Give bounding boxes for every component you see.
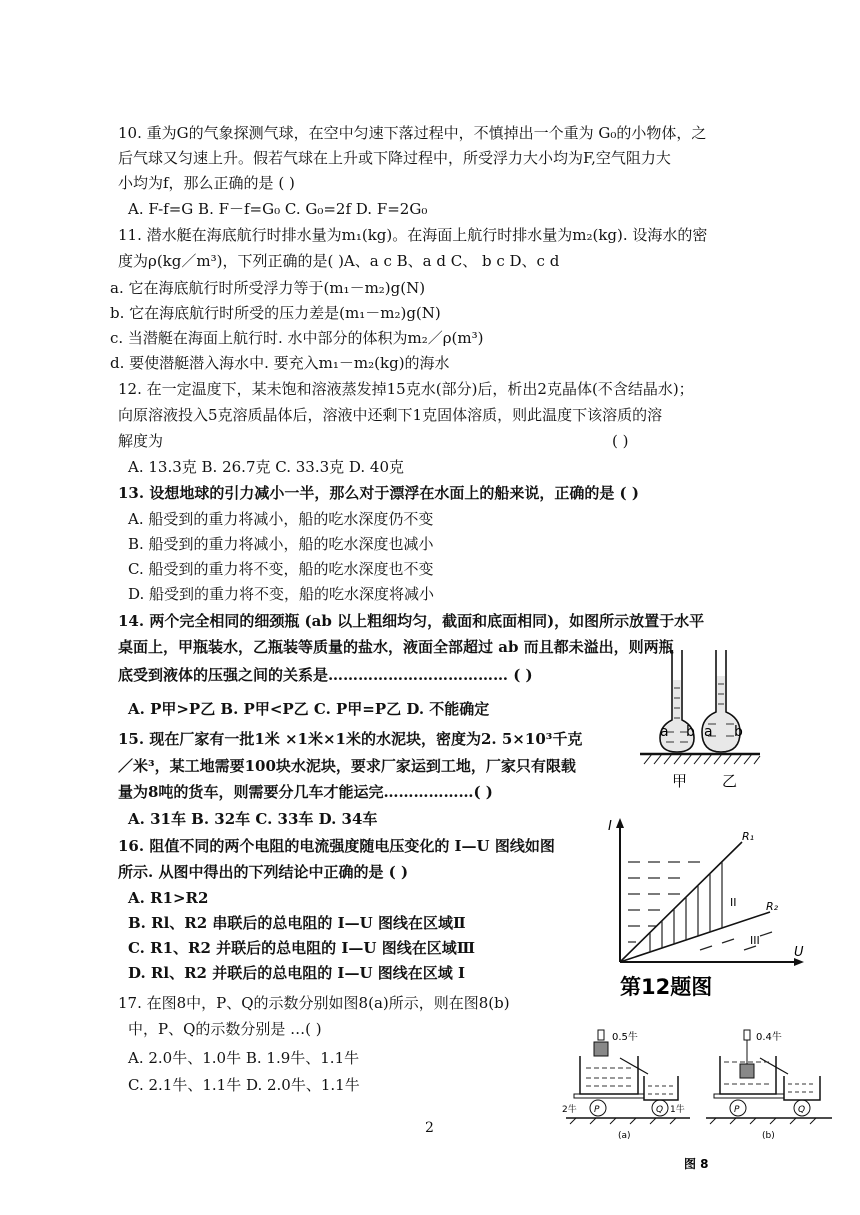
q16-line2: 所示. 从图中得出的下列结论中正确的是 ( ) <box>118 863 409 881</box>
q17-figure-8 <box>560 1028 840 1178</box>
q12-options: A. 13.3克 B. 26.7克 C. 33.3克 D. 40克 <box>128 458 405 476</box>
q12-line2: 向原溶液投入5克溶质晶体后，溶液中还剩下1克固体溶质，则此温度下该溶质的溶 <box>118 406 663 424</box>
q14-line1: 14. 两个完全相同的细颈瓶 (ab 以上粗细均匀，截面和底面相同)，如图所示放置于水平 <box>118 612 705 630</box>
fig-a-spring-reading: 0.5牛 <box>612 1032 638 1043</box>
q11-opt-a: a. 它在海底航行时所受浮力等于(m₁－m₂)g(N) <box>110 279 426 297</box>
r2-line <box>620 912 770 962</box>
fig-a-q-val: 1牛 <box>670 1105 685 1115</box>
fig-label-a: (a) <box>618 1131 631 1141</box>
axis-i-label: I <box>608 819 612 834</box>
q10-options: A. F-f=G B. F－f=G₀ C. G₀=2f D. F=2G₀ <box>128 200 428 218</box>
fig-a-q: Q <box>656 1105 664 1115</box>
region-3-label: III <box>750 934 760 947</box>
q11-opt-b: b. 它在海底航行时所受的压力差是(m₁－m₂)g(N) <box>110 304 441 322</box>
q14-options: A. P甲>P乙 B. P甲<P乙 C. P甲=P乙 D. 不能确定 <box>128 700 490 718</box>
fig-a-p-val: 2牛 <box>562 1105 577 1115</box>
region-2-label: II <box>730 896 737 909</box>
fig-b-spring-reading: 0.4牛 <box>756 1032 782 1043</box>
q15-line3: 量为8吨的货车，则需要分几车才能运完………………( ) <box>118 783 493 801</box>
q14-label-a-jia: a <box>660 724 669 740</box>
q13-opt-a: A. 船受到的重力将减小，船的吃水深度仍不变 <box>128 510 434 528</box>
q17-options-2: C. 2.1牛、1.1牛 D. 2.0牛、1.1牛 <box>128 1076 360 1094</box>
q13-line1: 13. 设想地球的引力减小一半，那么对于漂浮在水面上的船来说，正确的是 ( ) <box>118 484 639 502</box>
q11-line1: 11. 潜水艇在海底航行时排水量为m₁(kg)。在海面上航行时排水量为m₂(kg). 设海水的密 <box>118 226 708 244</box>
q16-opt-c: C. R1、R2 并联后的总电阻的 I—U 图线在区域Ⅲ <box>128 939 475 957</box>
q14-bottles-figure <box>630 640 770 790</box>
q17-figure-caption: 图 8 <box>684 1157 709 1171</box>
q16-opt-d: D. Rl、R2 并联后的总电阻的 I—U 图线在区域 I <box>128 964 465 982</box>
q15-options: A. 31车 B. 32车 C. 33车 D. 34车 <box>128 810 378 828</box>
q16-figure-caption: 第12题图 <box>620 975 713 999</box>
q12-line1: 12. 在一定温度下，某未饱和溶液蒸发掉15克水(部分)后，析出2克晶体(不含结晶水)； <box>118 380 694 398</box>
q15-line2: ／米³，某工地需要100块水泥块，要求厂家运到工地，厂家只有限载 <box>118 757 576 775</box>
q14-label-a-yi: a <box>704 724 713 740</box>
q11-opt-c: c. 当潜艇在海面上航行时. 水中部分的体积为m₂／ρ(m³) <box>110 329 484 347</box>
fig-label-b: (b) <box>762 1131 775 1141</box>
q12-line3: 解度为 <box>118 432 164 450</box>
q11-opt-d: d. 要使潜艇潜入海水中. 要充入m₁－m₂(kg)的海水 <box>110 354 450 372</box>
r2-label: R₂ <box>766 900 779 913</box>
page-number: 2 <box>425 1120 434 1136</box>
q17-line1: 17. 在图8中，P、Q的示数分别如图8(a)所示，则在图8(b) <box>118 994 510 1012</box>
q14-label-jia: 甲 <box>672 772 688 790</box>
q13-opt-d: D. 船受到的重力将不变，船的吃水深度将减小 <box>128 585 435 603</box>
figure-8b <box>706 1030 832 1141</box>
region-1-dashes <box>628 862 700 942</box>
q14-label-yi: 乙 <box>722 772 738 790</box>
r1-line <box>620 842 742 962</box>
q16-line1: 16. 阻值不同的两个电阻的电流强度随电压变化的 I—U 图线如图 <box>118 837 555 855</box>
q14-label-b-jia: b <box>686 724 695 740</box>
axis-u-label: U <box>794 945 804 960</box>
region-3-dashes <box>700 932 772 950</box>
q17-line2: 中，P、Q的示数分别是 …( ) <box>128 1020 322 1038</box>
q13-opt-c: C. 船受到的重力将不变，船的吃水深度也不变 <box>128 560 434 578</box>
q13-opt-b: B. 船受到的重力将减小，船的吃水深度也减小 <box>128 535 434 553</box>
q14-line3: 底受到液体的压强之间的关系是……………………………… ( ) <box>118 666 533 684</box>
region-2-hatch <box>650 862 722 952</box>
q11-line2: 度为ρ(kg／m³)，下列正确的是( )A、a c B、a d C、 b c D、c d <box>118 252 560 270</box>
q10-line3: 小均为f，那么正确的是 ( ) <box>118 174 295 192</box>
q16-iu-graph <box>600 812 810 1002</box>
fig-b-p: P <box>734 1105 740 1115</box>
q10-line1: 10. 重为G的气象探测气球，在空中匀速下落过程中，不慎掉出一个重为 G₀的小物体，之 <box>118 124 707 142</box>
q14-label-b-yi: b <box>734 724 743 740</box>
fig-a-p: P <box>594 1105 600 1115</box>
fig-b-q: Q <box>798 1105 806 1115</box>
q12-paren: ( ) <box>612 432 629 450</box>
q15-line1: 15. 现在厂家有一批1米 ×1米×1米的水泥块，密度为2. 5×10³千克 <box>118 730 583 748</box>
q17-options-1: A. 2.0牛、1.0牛 B. 1.9牛、1.1牛 <box>128 1049 360 1067</box>
r1-label: R₁ <box>742 830 755 843</box>
q14-line2: 桌面上，甲瓶装水，乙瓶装等质量的盐水，液面全部超过 ab 而且都未溢出，则两瓶 <box>118 638 674 656</box>
q10-line2: 后气球又匀速上升。假若气球在上升或下降过程中，所受浮力大小均为F,空气阻力大 <box>118 149 671 167</box>
q16-opt-a: A. R1>R2 <box>128 889 209 907</box>
q16-opt-b: B. Rl、R2 串联后的总电阻的 I—U 图线在区域Ⅱ <box>128 914 466 932</box>
figure-8a <box>562 1030 690 1141</box>
